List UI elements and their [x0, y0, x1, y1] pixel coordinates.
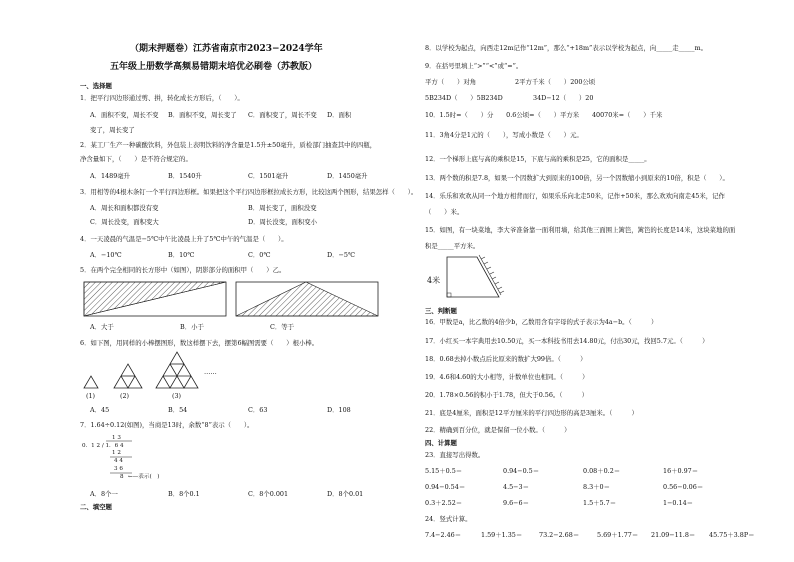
calc-item-4: 16＋0.97＝: [663, 467, 699, 475]
q4-option-c: C．0℃: [248, 251, 271, 259]
question-4: 4．一天凌晨的气温是−5℃中午比凌晨上升了5℃中午的气温是（ ）。: [80, 235, 288, 243]
q15-trapezoid-garden-figure: [447, 255, 517, 303]
section-heading-calc: 四、计算题: [425, 439, 457, 447]
q4-option-b: B．10℃: [168, 251, 195, 259]
question-24: 24．竖式计算。: [425, 515, 472, 523]
calc-item-6: 4.5−3＝: [503, 483, 529, 491]
q6-triangle-figure-1: [84, 376, 98, 388]
vertical-calc-5: 21.09−11.8＝: [651, 531, 696, 539]
calc-item-11: 1.5＋5.7＝: [583, 499, 617, 507]
question-9: 9．在括号里填上“>”“<”或“=”。: [425, 62, 523, 70]
question-1: 1．把平行四边形通过剪、拼，转化成长方形后，（ ）。: [80, 94, 244, 102]
section-heading-judge: 三、判断题: [425, 307, 457, 315]
q7-quotient: 1 3: [112, 435, 121, 441]
q6-figure-label-1: (1): [86, 392, 96, 400]
q5-rectangle-yi: [236, 282, 378, 316]
calc-item-10: 9.6−6＝: [503, 499, 529, 507]
q9-compare-1: 平方（ ）对角: [425, 78, 477, 86]
vertical-calc-4: 5.69＋1.77＝: [597, 531, 639, 539]
q6-triangle-figure-3: [156, 352, 198, 388]
question-15: 15．如图，有一块菜地，李大爷准备靠一面利用墙，给其他三面围上篱笆，篱笆的长度是14米，这块菜地的面: [425, 226, 736, 234]
q1-option-d: D．面积: [327, 111, 352, 119]
calc-item-2: 0.94−0.5＝: [503, 467, 540, 475]
q4-option-d: D．−5℃: [327, 251, 356, 259]
calc-item-5: 0.94−0.54＝: [425, 483, 466, 491]
q7-row-3: 3 6: [114, 466, 123, 472]
q6-triangle-figure-2: [114, 364, 142, 388]
question-7: 7．1.64÷0.12(如图)，当商是13时，余数“8”表示（ ）。: [80, 421, 254, 429]
question-14: 14．乐乐和欢欢从同一个地方相背而行，如果乐乐向北走50米，记作+50米，那么欢欢向南走45米，记作: [425, 192, 725, 200]
q9-compare-2: 2平方千米（ ）200公顷: [515, 78, 596, 86]
question-14-cont: （ ）米。: [425, 208, 464, 216]
question-20: 20．1.78×0.56的积小于1.78，但大于0.56。（ ）: [425, 391, 589, 399]
q6-option-c: C．63: [248, 406, 268, 414]
question-3: 3．用相等的4根木条钉一个平行四边形框。如果把这个平行四边形框拉成长方形，比较这两个图形，结果怎样（ ）。: [80, 188, 418, 196]
q5-rectangles-figure: [84, 282, 384, 318]
q4-option-a: A．−10℃: [90, 251, 122, 259]
section-heading-choice: 一、选择题: [80, 82, 112, 90]
q3-option-d: D．周长没变，面积变小: [248, 218, 318, 226]
exam-title-line1: （期末押题卷）江苏省南京市2023−2024学年: [130, 44, 323, 54]
question-12: 12．一个梯形上底与高的乘积是15，下底与高的乘积是25，它的面积是_____。: [425, 155, 651, 163]
question-2-cont: 净含量如下，（ ）是不符合规定的。: [80, 155, 192, 163]
vertical-calc-2: 1.59＋1.35＝: [481, 531, 523, 539]
q9-compare-3: 5B234D（ ）5B234D: [425, 94, 503, 102]
q3-option-c: C．周长没变，面积变大: [90, 218, 159, 226]
q5-option-b: B．小于: [180, 323, 204, 331]
section-heading-fill: 二、填空题: [80, 503, 112, 511]
q6-figure-label-3: (3): [172, 392, 182, 400]
q7-row-1: 1 2: [112, 450, 121, 456]
left-column: [80, 0, 418, 562]
question-11: 11．3角4分是1元的（ ），写成小数是（ ）元。: [425, 131, 583, 139]
question-10: 10．1.5时=（ ）分 0.6公顷=（ ）平方米 40070米=（ ）千米: [425, 111, 663, 119]
exam-title-line2: 五年级上册数学高频易错期末培优必刷卷（苏教版）: [110, 62, 318, 72]
calc-item-12: 1−0.14＝: [663, 499, 694, 507]
question-15-cont: 积是_____平方米。: [425, 242, 480, 250]
vertical-calc-1: 7.4−2.46＝: [425, 531, 462, 539]
question-17: 17．小红买一本字典用去10.50元，买一本科技书用去14.80元，付出30元，找回5.7元。（ ）: [425, 337, 709, 345]
vertical-calc-6: 45.75＋3.8P＝: [709, 531, 755, 539]
q2-option-b: B．1540升: [168, 172, 202, 180]
q7-remainder: 8: [120, 474, 124, 480]
question-18: 18．0.68去掉小数点后比原来的数扩大99倍。（ ）: [425, 355, 587, 363]
q1-option-c: C．面积变了，周长不变: [248, 111, 317, 119]
q1-option-b: B．面积不变，周长变了: [168, 111, 237, 119]
q15-wall-hatching: [479, 255, 504, 295]
question-6: 6．如下图，用同样的小棒摆图形，数这样摆下去，摆第6幅图需要（ ）根小棒。: [80, 339, 319, 347]
q6-option-b: B．54: [168, 406, 188, 414]
q3-option-a: A．周长和面积都没有变: [90, 204, 159, 212]
q6-figure-label-2: (2): [120, 392, 130, 400]
q3-option-b: B．周长变了，面积没变: [248, 204, 317, 212]
question-23: 23．直接写出得数。: [425, 451, 485, 459]
q5-rectangle-jia: [84, 282, 226, 316]
calc-item-3: 0.08＋0.2＝: [583, 467, 621, 475]
q1-option-a: A．面积不变，周长不变: [90, 111, 159, 119]
right-column: [425, 0, 760, 562]
q7-option-a: A．8个一: [90, 490, 118, 498]
q2-option-d: D．1450毫升: [327, 172, 368, 180]
q2-option-c: C．1501毫升: [248, 172, 289, 180]
q6-option-d: D．108: [327, 406, 351, 414]
q7-option-d: D．8个0.01: [327, 490, 364, 498]
vertical-calc-3: 73.2−2.68＝: [539, 531, 580, 539]
q5-option-c: C．等于: [270, 323, 295, 331]
q1-option-d-cont: 变了，周长变了: [90, 126, 135, 134]
q6-continuation-dots: ……: [204, 368, 217, 376]
question-8: 8．以学校为起点，向西走12m记作“12m”，那么“+18m”表示以学校为起点，向_____走_____m。: [425, 44, 708, 52]
q9-compare-4: 34D−12（ ）20: [533, 94, 594, 102]
question-16: 16．甲数是a，比乙数的4倍少b，乙数用含有字母的式子表示为4a−b。（ ）: [425, 318, 658, 326]
calc-item-9: 0.3＋2.52＝: [425, 499, 463, 507]
q6-triangle-pattern-figure: [84, 358, 224, 390]
question-21: 21．底是4厘米，面积是12平方厘米的平行四边形的高是3厘米。（ ）: [425, 409, 638, 417]
question-5: 5．在两个完全相同的长方形中（如图），阴影部分的面积甲（ ）乙。: [80, 266, 286, 274]
q2-option-a: A．1489毫升: [90, 172, 131, 180]
q7-option-c: C．8个0.001: [248, 490, 289, 498]
calc-item-8: 0.56−0.06＝: [663, 483, 704, 491]
q7-remainder-arrow: ←—表示( ): [128, 474, 160, 480]
q7-row-2: 4 4: [114, 458, 123, 464]
question-19: 19．4.6和4.60的大小相等，计数单位也相同。（ ）: [425, 373, 589, 381]
calc-item-1: 5.15＋0.5＝: [425, 467, 463, 475]
question-2: 2．某工厂生产一种碳酸饮料，外包装上表明饮料的净含量是1.5升±50毫升，质检部门抽查其中的四瓶，: [80, 141, 377, 149]
q15-height-label: 4米: [427, 276, 441, 285]
calc-item-7: 8.3＋0＝: [583, 483, 611, 491]
q7-option-b: B．8个0.1: [168, 490, 200, 498]
question-22: 22．精确到百分位，就是保留一位小数。（ ）: [425, 426, 571, 434]
q5-option-a: A．大于: [90, 323, 114, 331]
q7-divisor-dividend: 0．1 2 / 1．6 4: [82, 443, 124, 449]
q6-option-a: A．45: [90, 406, 110, 414]
question-13: 13．两个数的积是7.8，如果一个因数扩大到原来的100倍，另一个因数缩小到原来的10倍，积是（ ）。: [425, 174, 729, 182]
